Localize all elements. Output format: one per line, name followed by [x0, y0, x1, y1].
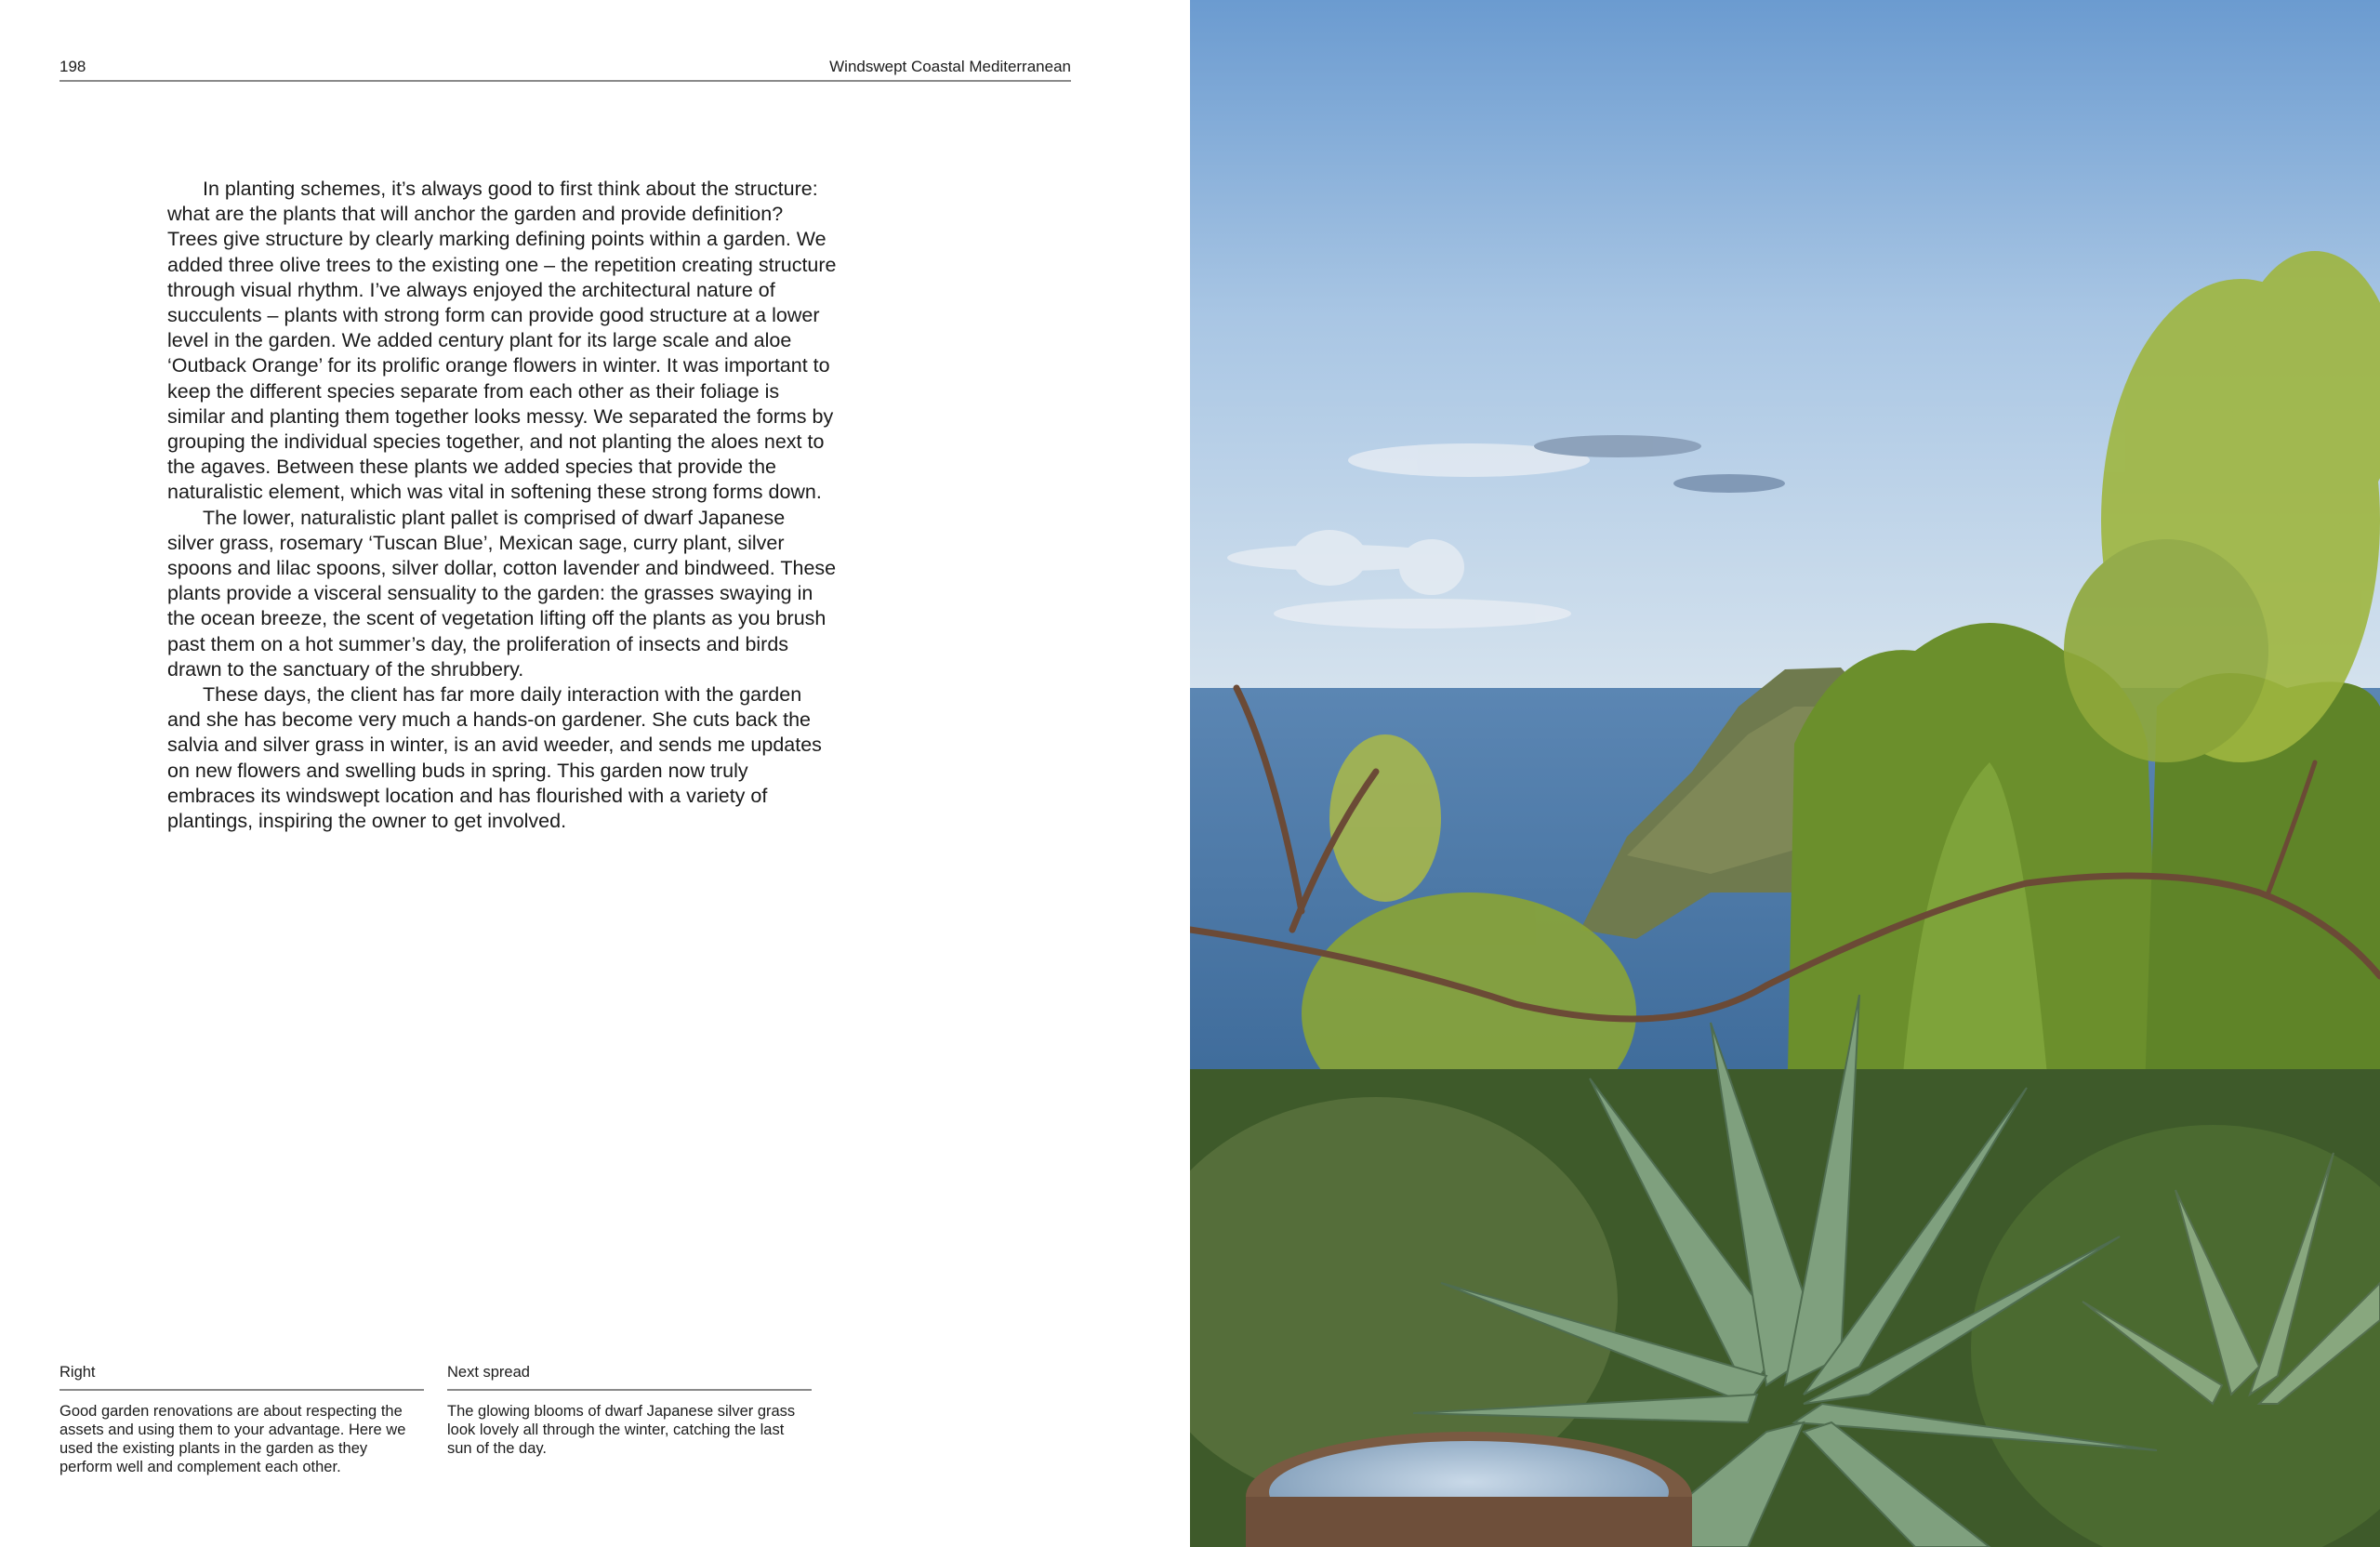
running-title: Windswept Coastal Mediterranean — [829, 58, 1071, 75]
paragraph: In planting schemes, it’s always good to first think about the structure: what are the plants that will anchor the garden and provide definition? Trees give structure by clearly marking defining points within a garden. We added three olive trees to the existing one – the repetition creating structure through visual rhythm. I’ve always enjoyed the architectural nature of succulents – plants with strong form can provide good structure at a lower level in the garden. We added century plant for its large scale and aloe ‘Outback Orange’ for its prolific orange flowers in winter. It was important to keep the different species separate from each other as their foliage is similar and planting them together looks messy. We separated the forms by grouping the individual species together, and not planting the aloes next to the agaves. Between these plants we added species that provide the naturalistic element, which was vital in softening these strong forms down. — [167, 178, 837, 504]
body-text — [167, 177, 837, 834]
page-number: 198 — [60, 58, 86, 75]
paragraph: These days, the client has far more daily interaction with the garden and she has become very much a hands-on gardener. She cuts back the salvia and silver grass in winter, is an avid weeder, and sends me updates on new flowers and swelling buds in spring. This garden now truly embraces its windswept location and has flourished with a variety of plantings, inspiring the owner to get involved. — [167, 683, 822, 833]
paragraph: The lower, naturalistic plant pallet is comprised of dwarf Japanese silver grass, rosemary ‘Tuscan Blue’, Mexican sage, curry plant, silver spoons and lilac spoons, silver dollar, cotton lavender and bindweed. These plants provide a visceral sensuality to the garden: the grasses swaying in the ocean breeze, the scent of vegetation lifting off the plants as you brush past them on a hot summer’s day, the proliferation of insects and birds drawn to the sanctuary of the shrubbery. — [167, 506, 837, 681]
caption-right — [60, 1363, 424, 1476]
caption-text: Good garden renovations are about respecting the assets and using them to your advantage. Here we used the existing plants in the garden as they perform well and complement each other. — [60, 1403, 406, 1475]
garden-photo-illustration — [1190, 0, 2380, 1547]
caption-heading: Right — [60, 1363, 424, 1391]
caption-next-spread — [447, 1363, 812, 1458]
garden-photo — [1190, 0, 2380, 1547]
caption-text: The glowing blooms of dwarf Japanese silver grass look lovely all through the winter, catching the last sun of the day. — [447, 1403, 796, 1457]
caption-heading: Next spread — [447, 1363, 812, 1391]
page-header — [60, 54, 1071, 82]
